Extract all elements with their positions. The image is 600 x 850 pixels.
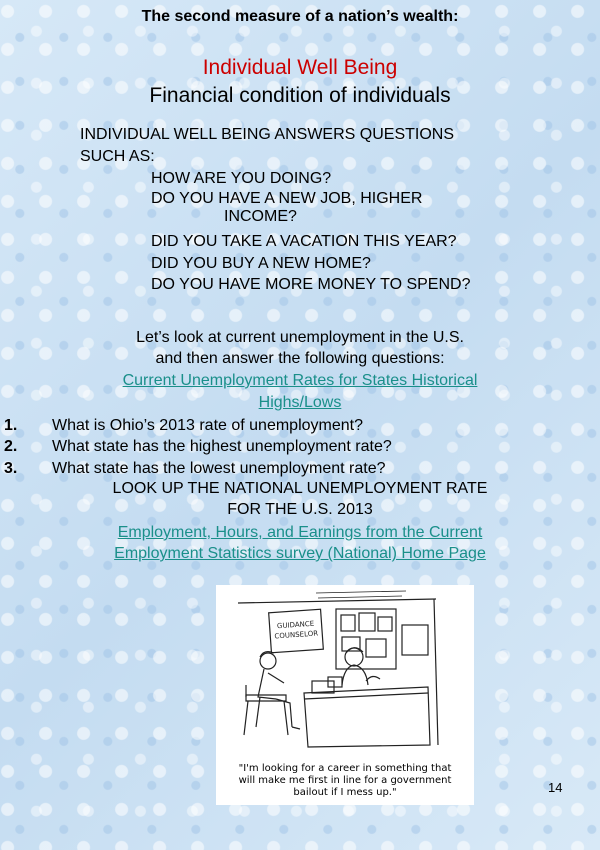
state-unemployment-link-text[interactable]: Highs/Lows [258,394,342,411]
question-item: DID YOU BUY A NEW HOME? [151,255,371,272]
ces-national-link-text[interactable]: Employment, Hours, and Earnings from the Current [117,524,483,541]
cartoon-caption-line: bailout if I mess up." [293,787,397,798]
ces-national-link[interactable] [0,545,600,563]
cartoon-caption-line: "I'm looking for a career in something that [238,763,452,774]
questions-intro [80,124,454,168]
questions-intro-line: SUCH AS: [80,148,155,165]
question-item: DID YOU TAKE A VACATION THIS YEAR? [151,233,457,250]
cartoon-caption-line: will make me first in line for a government [238,775,452,786]
numbered-question [4,415,363,436]
ces-national-link[interactable] [0,524,600,542]
unemployment-intro [0,327,600,369]
question-item: DO YOU HAVE A NEW JOB, HIGHER [151,190,423,207]
counselor-sign-text: GUIDANCE [276,619,315,631]
question-text: What state has the lowest unemployment rate? [52,460,386,477]
questions-intro-line: INDIVIDUAL WELL BEING ANSWERS QUESTIONS [80,126,454,143]
question-text: What is Ohio’s 2013 rate of unemployment? [52,417,363,434]
cartoon-image [216,585,474,805]
section-subtitle: Financial condition of individuals [149,84,451,107]
lookup-instruction: LOOK UP THE NATIONAL UNEMPLOYMENT RATE [112,480,488,497]
numbered-question [4,436,392,457]
unemployment-intro-line: Let’s look at current unemployment in the U.S. [136,329,464,346]
question-item: DO YOU HAVE MORE MONEY TO SPEND? [151,276,471,293]
state-unemployment-link-text[interactable]: Current Unemployment Rates for States Historical [122,372,478,389]
cartoon-caption [216,763,474,799]
page-number: 14 [548,780,563,795]
counselor-sign-text: COUNSELOR [274,629,319,641]
state-unemployment-link[interactable] [0,372,600,390]
question-number: 1. [4,417,18,434]
question-number: 3. [4,460,18,477]
unemployment-intro-line: and then answer the following questions: [155,350,445,367]
ces-national-link-text[interactable]: Employment Statistics survey (National) Home Page [114,545,486,562]
question-item: HOW ARE YOU DOING? [151,170,332,187]
state-unemployment-link[interactable] [0,394,600,412]
question-item-continuation: INCOME? [224,208,297,225]
section-title: Individual Well Being [202,56,398,79]
numbered-question [4,458,386,479]
question-text: What state has the highest unemployment rate? [52,438,392,455]
question-number: 2. [4,438,18,455]
page-heading: The second measure of a nation’s wealth: [141,8,459,25]
lookup-instruction: FOR THE U.S. 2013 [227,501,373,518]
